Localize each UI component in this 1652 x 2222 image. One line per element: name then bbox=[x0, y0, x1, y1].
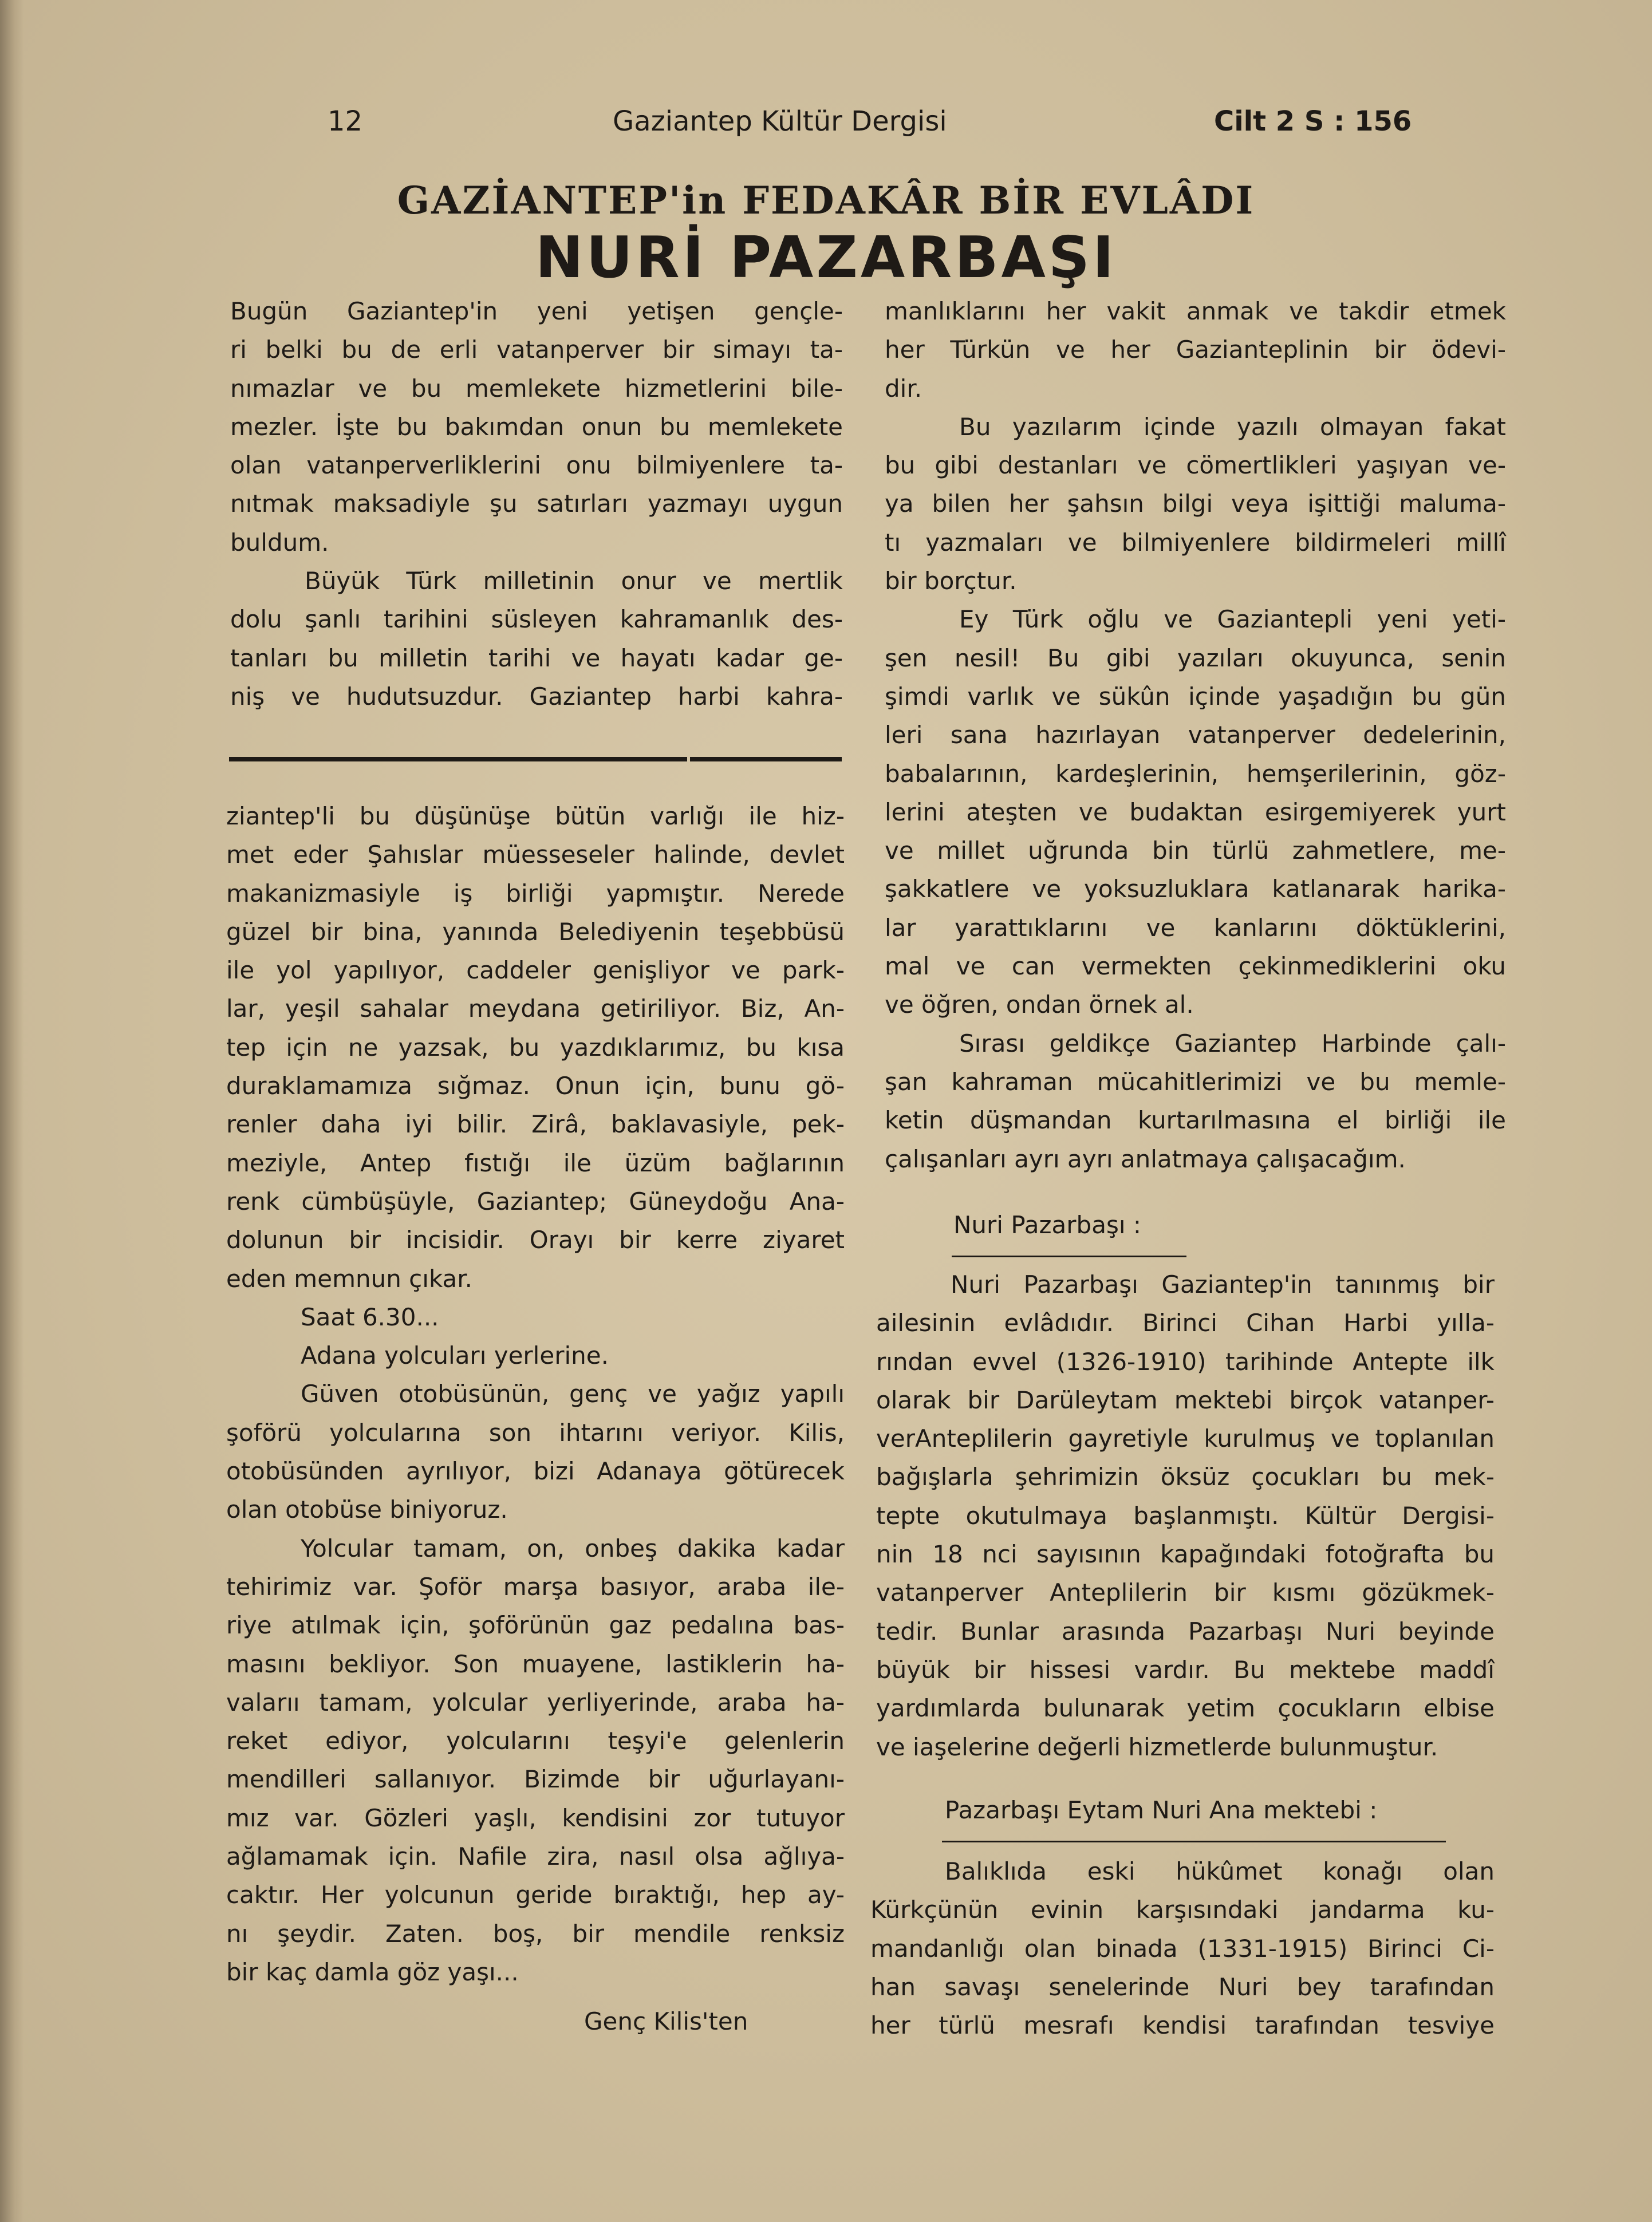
text-line: bir kaç damla göz yaşı... bbox=[226, 1957, 519, 1986]
text-line: Kürkçünün evinin karşısındaki jandarma ku- bbox=[870, 1896, 1495, 1924]
text-line: nıtmak maksadiyle şu satırları yazmayı uygun bbox=[230, 490, 843, 518]
text-line: tı yazmaları ve bilmiyenlere bildirmeleri millî bbox=[885, 528, 1506, 557]
left-column-bottom bbox=[226, 797, 845, 1991]
text-line: dolu şanlı tarihini süsleyen kahramanlık des- bbox=[230, 605, 843, 634]
text-line: masını bekliyor. Son muayene, lastiklerin ha- bbox=[226, 1649, 845, 1678]
issue-info: Cilt 2 S : 156 bbox=[1214, 105, 1412, 137]
text-line: mız var. Gözleri yaşlı, kendisini zor tutuyor bbox=[226, 1803, 845, 1832]
text-line: bağışlarla şehrimizin öksüz çocukları bu mek- bbox=[876, 1463, 1495, 1491]
text-line: olan vatanperverliklerini onu bilmiyenlere ta- bbox=[230, 451, 843, 480]
text-line: mal ve can vermekten çekinmediklerini oku bbox=[885, 952, 1506, 981]
right-column-bottom bbox=[870, 1852, 1495, 2045]
section-heading-school: Pazarbaşı Eytam Nuri Ana mektebi : bbox=[945, 1796, 1378, 1824]
left-column-top bbox=[230, 292, 843, 716]
text-line: ve öğren, ondan örnek al. bbox=[885, 990, 1194, 1019]
text-line: güzel bir bina, yanında Belediyenin teşebbüsü bbox=[226, 917, 845, 946]
text-line: bu gibi destanları ve cömertlikleri yaşıyan ve- bbox=[885, 451, 1506, 480]
binding-shadow bbox=[0, 0, 24, 2222]
text-line: Adana yolcuları yerlerine. bbox=[301, 1341, 609, 1370]
journal-title: Gaziantep Kültür Dergisi bbox=[613, 105, 947, 137]
text-line: reket ediyor, yolcularını teşyi'e gelenlerin bbox=[226, 1727, 845, 1755]
text-line: Büyük Türk milletinin onur ve mertlik bbox=[305, 567, 843, 595]
article-title: NURİ PAZARBAŞI bbox=[535, 224, 1117, 291]
text-line: otobüsünden ayrılıyor, bizi Adanaya götürecek bbox=[226, 1457, 845, 1486]
text-line: ile yol yapılıyor, caddeler genişliyor ve park- bbox=[226, 956, 845, 985]
text-line: büyük bir hissesi vardır. Bu mektebe maddî bbox=[876, 1655, 1495, 1684]
section-heading-underline bbox=[942, 1841, 1446, 1842]
text-line: Yolcular tamam, on, onbeş dakika kadar bbox=[301, 1534, 845, 1562]
text-line: vatanperver Anteplilerin bir kısmı gözükmek- bbox=[876, 1578, 1495, 1607]
text-line: ya bilen her şahsın bilgi veya işittiği maluma- bbox=[885, 490, 1506, 518]
text-line: yardımlarda bulunarak yetim çocukların elbise bbox=[876, 1694, 1495, 1723]
text-line: şakkatlere ve yoksuzluklara katlanarak harika- bbox=[885, 875, 1506, 903]
text-line: makanizmasiyle iş birliği yapmıştır. Nerede bbox=[226, 879, 845, 907]
text-line: Nuri Pazarbaşı Gaziantep'in tanınmış bir bbox=[951, 1270, 1495, 1299]
right-column-middle bbox=[876, 1265, 1495, 1766]
text-line: tehirimiz var. Şoför marşa basıyor, araba ile- bbox=[226, 1572, 845, 1601]
column-divider-rule-short bbox=[690, 757, 842, 761]
text-line: Balıklıda eski hükûmet konağı olan bbox=[945, 1857, 1495, 1885]
text-line: tepte okutulmaya başlanmıştı. Kültür Dergisi- bbox=[876, 1501, 1495, 1530]
article-signature: Genç Kilis'ten bbox=[584, 2007, 748, 2035]
section-heading-underline bbox=[952, 1256, 1186, 1257]
text-line: nin 18 nci sayısının kapağındaki fotoğrafta bu bbox=[876, 1540, 1495, 1569]
text-line: mandanlığı olan binada (1331-1915) Birinci Ci- bbox=[870, 1934, 1495, 1963]
text-line: manlıklarını her vakit anmak ve takdir etmek bbox=[885, 297, 1506, 325]
text-line: ziantep'li bu düşünüşe bütün varlığı ile hiz- bbox=[226, 802, 845, 830]
text-line: ri belki bu de erli vatanperver bir simayı ta- bbox=[230, 336, 843, 364]
text-line: her Türkün ve her Gazianteplinin bir ödevi- bbox=[885, 336, 1506, 364]
text-line: mendilleri sallanıyor. Bizimde bir uğurlayanı- bbox=[226, 1765, 845, 1794]
text-line: tedir. Bunlar arasında Pazarbaşı Nuri beyinde bbox=[876, 1617, 1495, 1645]
text-line: şimdi varlık ve sükûn içinde yaşadığın bu gün bbox=[885, 682, 1506, 711]
text-line: valarıı tamam, yolcular yerliyerinde, araba ha- bbox=[226, 1688, 845, 1716]
text-line: eden memnun çıkar. bbox=[226, 1264, 473, 1293]
text-line: Saat 6.30... bbox=[301, 1303, 439, 1331]
section-heading-nuri: Nuri Pazarbaşı : bbox=[953, 1211, 1142, 1239]
text-line: olan otobüse biniyoruz. bbox=[226, 1495, 508, 1524]
text-line: babalarının, kardeşlerinin, hemşerilerinin, göz- bbox=[885, 759, 1506, 788]
text-line: şan kahraman mücahitlerimizi ve bu memle- bbox=[885, 1067, 1506, 1096]
text-line: rından evvel (1326-1910) tarihinde Antepte ilk bbox=[876, 1347, 1495, 1376]
text-line: Bugün Gaziantep'in yeni yetişen gençle- bbox=[230, 297, 843, 325]
text-line: buldum. bbox=[230, 528, 329, 557]
text-line: renler daha iyi bilir. Zirâ, baklavasiyle, pek- bbox=[226, 1110, 845, 1139]
column-divider-rule bbox=[229, 757, 687, 761]
text-line: renk cümbüşüyle, Gaziantep; Güneydoğu Ana- bbox=[226, 1187, 845, 1215]
text-line: verAnteplilerin gayretiyle kurulmuş ve toplanılan bbox=[876, 1424, 1495, 1453]
text-line: ve millet uğrunda bin türlü zahmetlere, me- bbox=[885, 836, 1506, 865]
text-line: bir borçtur. bbox=[885, 567, 1017, 595]
page-number: 12 bbox=[328, 105, 363, 137]
text-line: dir. bbox=[885, 374, 922, 402]
text-line: ağlamamak için. Nafile zira, nasıl olsa ağlıya- bbox=[226, 1842, 845, 1871]
text-line: caktır. Her yolcunun geride bıraktığı, hep ay- bbox=[226, 1881, 845, 1909]
text-line: han savaşı senelerinde Nuri bey tarafından bbox=[870, 1972, 1495, 2001]
text-line: Ey Türk oğlu ve Gaziantepli yeni yeti- bbox=[959, 605, 1506, 634]
text-line: met eder Şahıslar müesseseler halinde, devlet bbox=[226, 840, 845, 869]
text-line: çalışanları ayrı ayrı anlatmaya çalışacağım. bbox=[885, 1144, 1406, 1173]
text-line: ve iaşelerine değerli hizmetlerde bulunmuştur. bbox=[876, 1732, 1438, 1761]
text-line: ailesinin evlâdıdır. Birinci Cihan Harbi yılla- bbox=[876, 1309, 1495, 1337]
text-line: Sırası geldikçe Gaziantep Harbinde çalı- bbox=[959, 1029, 1506, 1057]
text-line: tep için ne yazsak, bu yazdıklarımız, bu kısa bbox=[226, 1033, 845, 1061]
text-line: şen nesil! Bu gibi yazıları okuyunca, senin bbox=[885, 644, 1506, 672]
text-line: lar yarattıklarını ve kanlarını döktüklerini, bbox=[885, 913, 1506, 942]
article-kicker: GAZİANTEP'in FEDAKÂR BİR EVLÂDI bbox=[397, 178, 1255, 223]
text-line: riye atılmak için, şoförünün gaz pedalına bas- bbox=[226, 1611, 845, 1640]
text-line: dolunun bir incisidir. Orayı bir kerre ziyaret bbox=[226, 1226, 845, 1254]
text-line: leri sana hazırlayan vatanperver dedelerinin, bbox=[885, 721, 1506, 749]
text-line: niş ve hudutsuzdur. Gaziantep harbi kahra- bbox=[230, 682, 843, 711]
text-line: olarak bir Darüleytam mektebi birçok vatanper- bbox=[876, 1386, 1495, 1414]
text-line: Güven otobüsünün, genç ve yağız yapılı bbox=[301, 1380, 845, 1408]
text-line: her türlü mesrafı kendisi tarafından tesviye bbox=[870, 2011, 1495, 2040]
text-line: duraklamamıza sığmaz. Onun için, bunu gö- bbox=[226, 1072, 845, 1100]
text-line: mezler. İşte bu bakımdan onun bu memlekete bbox=[230, 412, 843, 441]
text-line: nı şeydir. Zaten. boş, bir mendile renksiz bbox=[226, 1919, 845, 1948]
text-line: şoförü yolcularına son ihtarını veriyor. Kilis, bbox=[226, 1418, 845, 1447]
text-line: lerini ateşten ve budaktan esirgemiyerek yurt bbox=[885, 798, 1506, 826]
text-line: nımazlar ve bu memlekete hizmetlerini bile- bbox=[230, 374, 843, 402]
text-line: ketin düşmandan kurtarılmasına el birliği ile bbox=[885, 1106, 1506, 1135]
right-column-top bbox=[885, 292, 1506, 1178]
text-line: Bu yazılarım içinde yazılı olmayan fakat bbox=[959, 412, 1506, 441]
text-line: tanları bu milletin tarihi ve hayatı kadar ge- bbox=[230, 644, 843, 672]
text-line: lar, yeşil sahalar meydana getiriliyor. Biz, An- bbox=[226, 994, 845, 1023]
text-line: meziyle, Antep fıstığı ile üzüm bağlarının bbox=[226, 1149, 845, 1177]
